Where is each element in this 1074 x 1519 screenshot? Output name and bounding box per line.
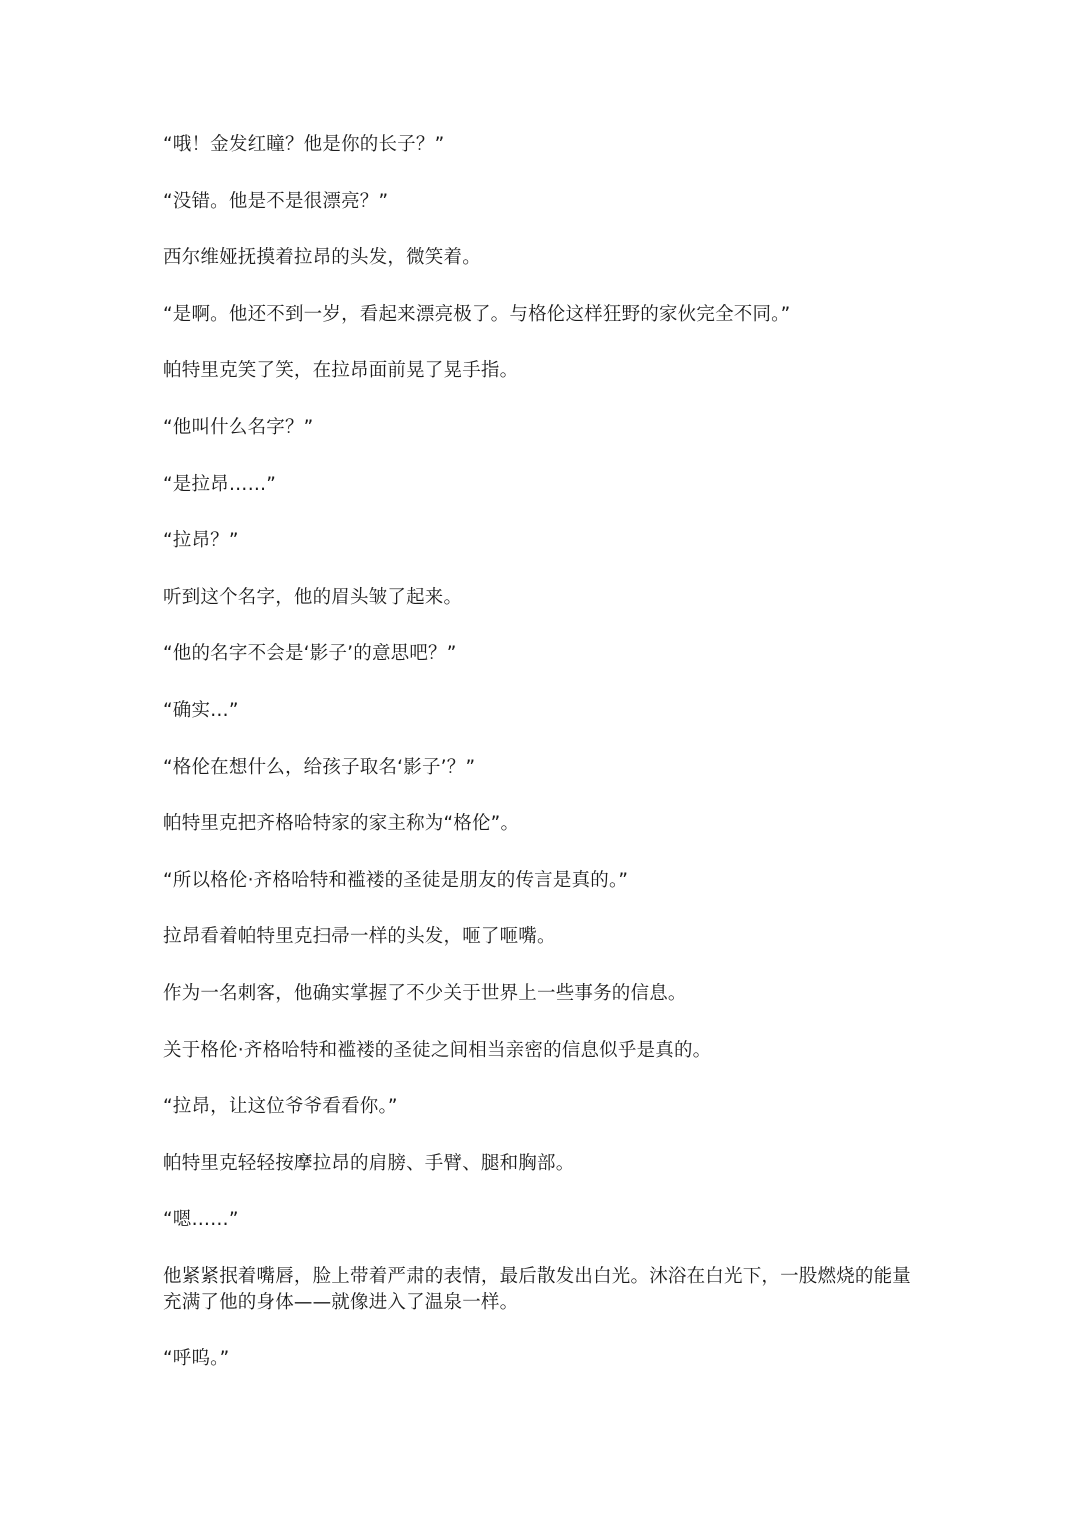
paragraph: 作为一名刺客，他确实掌握了不少关于世界上一些事务的信息。 (163, 982, 687, 1004)
paragraph: 西尔维娅抚摸着拉昂的头发，微笑着。 (163, 247, 481, 269)
paragraph: 拉昂看着帕特里克扫帚一样的头发，咂了咂嘴。 (163, 926, 556, 948)
paragraph: “是拉昂……” (163, 473, 277, 495)
text-body (163, 132, 923, 1403)
paragraph: 听到这个名字，他的眉头皱了起来。 (163, 586, 463, 608)
paragraph: “格伦在想什么，给孩子取名‘影子’？” (163, 756, 476, 778)
paragraph: “确实…” (163, 699, 239, 721)
paragraph: “哦！金发红瞳？他是你的长子？” (163, 134, 445, 155)
paragraph: “他的名字不会是‘影子’的意思吧？” (163, 643, 457, 665)
paragraph: “拉昂？” (163, 530, 239, 552)
paragraph: “他叫什么名字？” (163, 416, 314, 438)
paragraph: “呼呜。” (163, 1348, 230, 1370)
paragraph: “嗯……” (163, 1209, 239, 1231)
paragraph: 他紧紧抿着嘴唇，脸上带着严肃的表情，最后散发出白光。沐浴在白光下，一股燃烧的能量充满了他的身体——就像进入了温泉一样。 (163, 1265, 912, 1313)
paragraph: “所以格伦·齐格哈特和褴褛的圣徒是朋友的传言是真的。” (163, 869, 629, 891)
paragraph: “拉昂，让这位爷爷看看你。” (163, 1096, 398, 1118)
paragraph: 帕特里克轻轻按摩拉昂的肩膀、手臂、腿和胸部。 (163, 1152, 575, 1174)
paragraph: 帕特里克把齐格哈特家的家主称为“格伦”。 (163, 813, 520, 835)
paragraph: 帕特里克笑了笑，在拉昂面前晃了晃手指。 (163, 360, 519, 382)
paragraph: “没错。他是不是很漂亮？” (163, 190, 389, 212)
paragraph: “是啊。他还不到一岁，看起来漂亮极了。与格伦这样狂野的家伙完全不同。” (163, 303, 791, 325)
paragraph: 关于格伦·齐格哈特和褴褛的圣徒之间相当亲密的信息似乎是真的。 (163, 1039, 712, 1061)
